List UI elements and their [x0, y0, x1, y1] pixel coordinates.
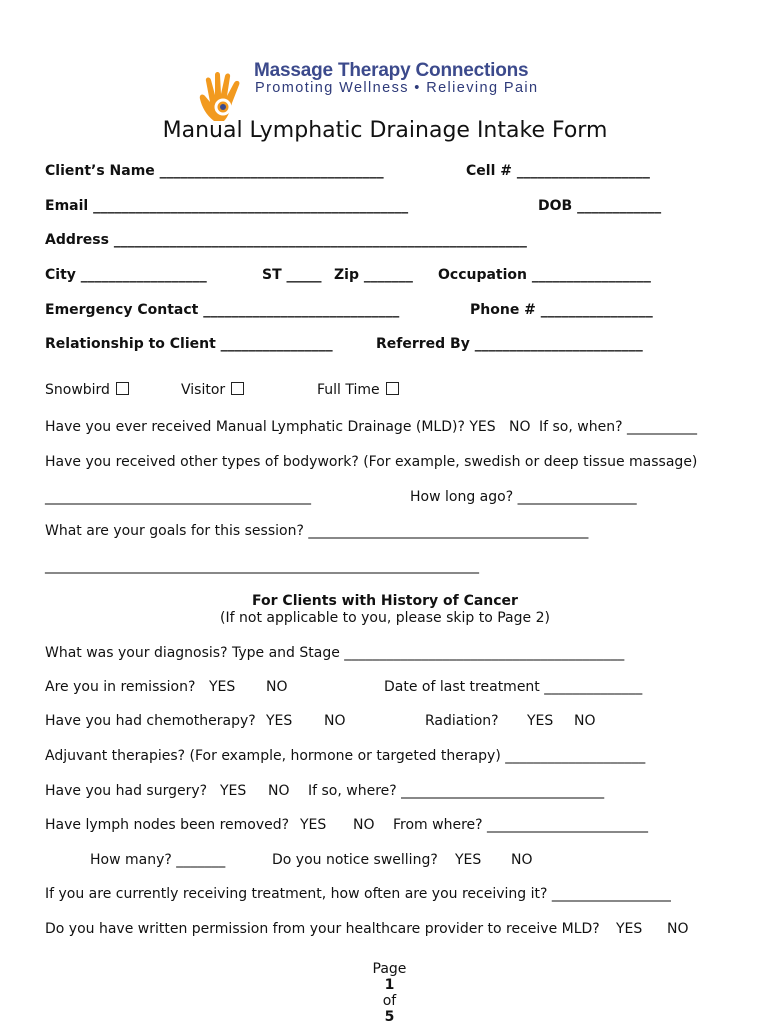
logo-name: Massage Therapy Connections — [254, 60, 529, 81]
visitor-option[interactable] — [181, 382, 244, 398]
cancer-section-heading: For Clients with History of Cancer — [252, 593, 518, 609]
nodes-where-field[interactable]: From where? _______________________ — [393, 817, 649, 833]
surgery-no-option[interactable]: NO — [268, 783, 290, 799]
full-time-label: Full Time — [317, 382, 380, 398]
goals-answer-line[interactable]: ______________________________________________________________ — [45, 558, 479, 574]
snowbird-checkbox[interactable] — [116, 382, 129, 395]
emergency-contact-field[interactable]: Emergency Contact ____________________________ — [45, 302, 400, 318]
mld-no-option[interactable]: NO — [509, 419, 531, 435]
cell-field[interactable]: Cell # ___________________ — [466, 163, 650, 179]
remission-question: Are you in remission? — [45, 679, 196, 695]
bodywork-answer-line[interactable]: ______________________________________ — [45, 489, 311, 505]
radiation-no-option[interactable]: NO — [574, 713, 596, 729]
permission-no-option[interactable]: NO — [667, 921, 689, 937]
radiation-question: Radiation? — [425, 713, 499, 729]
st-field[interactable]: ST _____ — [262, 267, 322, 283]
page-current: 1 — [384, 977, 395, 993]
page-number — [0, 945, 770, 1025]
remission-yes-option[interactable]: YES — [209, 679, 236, 695]
logo — [186, 50, 258, 127]
surgery-yes-option[interactable]: YES — [220, 783, 247, 799]
form-title: Manual Lymphatic Drainage Intake Form — [162, 118, 608, 143]
swelling-question: Do you notice swelling? — [272, 852, 438, 868]
adjuvant-field[interactable]: Adjuvant therapies? (For example, hormone or targeted therapy) ____________________ — [45, 748, 646, 764]
permission-question: Do you have written permission from your healthcare provider to receive MLD? — [45, 921, 600, 937]
nodes-yes-option[interactable]: YES — [300, 817, 327, 833]
mld-when-field[interactable]: If so, when? __________ — [539, 419, 697, 435]
permission-yes-option[interactable]: YES — [616, 921, 643, 937]
nodes-no-option[interactable]: NO — [353, 817, 375, 833]
referred-by-field[interactable]: Referred By ________________________ — [376, 336, 643, 352]
how-long-ago-field[interactable]: How long ago? _________________ — [410, 489, 637, 505]
logo-tagline: Promoting Wellness • Relieving Pain — [255, 80, 539, 96]
full-time-option[interactable] — [317, 382, 399, 398]
city-field[interactable]: City __________________ — [45, 267, 207, 283]
chemo-question: Have you had chemotherapy? — [45, 713, 256, 729]
chemo-yes-option[interactable]: YES — [266, 713, 293, 729]
page-total: 5 — [384, 1009, 395, 1025]
treatment-frequency-field[interactable]: If you are currently receiving treatment, how often are you receiving it? _________________ — [45, 886, 671, 902]
remission-no-option[interactable]: NO — [266, 679, 288, 695]
cancer-section-subheading: (If not applicable to you, please skip to Page 2) — [220, 610, 550, 626]
last-treatment-field[interactable]: Date of last treatment ______________ — [384, 679, 643, 695]
full-time-checkbox[interactable] — [386, 382, 399, 395]
relationship-field[interactable]: Relationship to Client ________________ — [45, 336, 333, 352]
page-prefix: Page — [372, 961, 407, 977]
bodywork-question: Have you received other types of bodywork? (For example, swedish or deep tissue massage) — [45, 454, 698, 470]
chemo-no-option[interactable]: NO — [324, 713, 346, 729]
hand-logo-icon — [196, 69, 258, 123]
address-field[interactable]: Address ___________________________________________________________ — [45, 232, 527, 248]
how-many-field[interactable]: How many? _______ — [90, 852, 226, 868]
surgery-where-field[interactable]: If so, where? _____________________________ — [308, 783, 605, 799]
email-field[interactable]: Email _____________________________________________ — [45, 198, 409, 214]
page-of: of — [382, 993, 397, 1009]
visitor-checkbox[interactable] — [231, 382, 244, 395]
swelling-yes-option[interactable]: YES — [455, 852, 482, 868]
goals-question[interactable]: What are your goals for this session? ________________________________________ — [45, 523, 589, 539]
visitor-label: Visitor — [181, 382, 226, 398]
swelling-no-option[interactable]: NO — [511, 852, 533, 868]
phone-field[interactable]: Phone # ________________ — [470, 302, 653, 318]
mld-question: Have you ever received Manual Lymphatic Drainage (MLD)? YES — [45, 419, 496, 435]
zip-field[interactable]: Zip _______ — [334, 267, 413, 283]
dob-field[interactable]: DOB ____________ — [538, 198, 662, 214]
snowbird-label: Snowbird — [45, 382, 110, 398]
clients-name-field[interactable]: Client’s Name ________________________________ — [45, 163, 384, 179]
radiation-yes-option[interactable]: YES — [527, 713, 554, 729]
nodes-question: Have lymph nodes been removed? — [45, 817, 290, 833]
snowbird-option[interactable] — [45, 382, 129, 398]
surgery-question: Have you had surgery? — [45, 783, 208, 799]
diagnosis-field[interactable]: What was your diagnosis? Type and Stage ________________________________________ — [45, 645, 625, 661]
occupation-field[interactable]: Occupation _________________ — [438, 267, 651, 283]
